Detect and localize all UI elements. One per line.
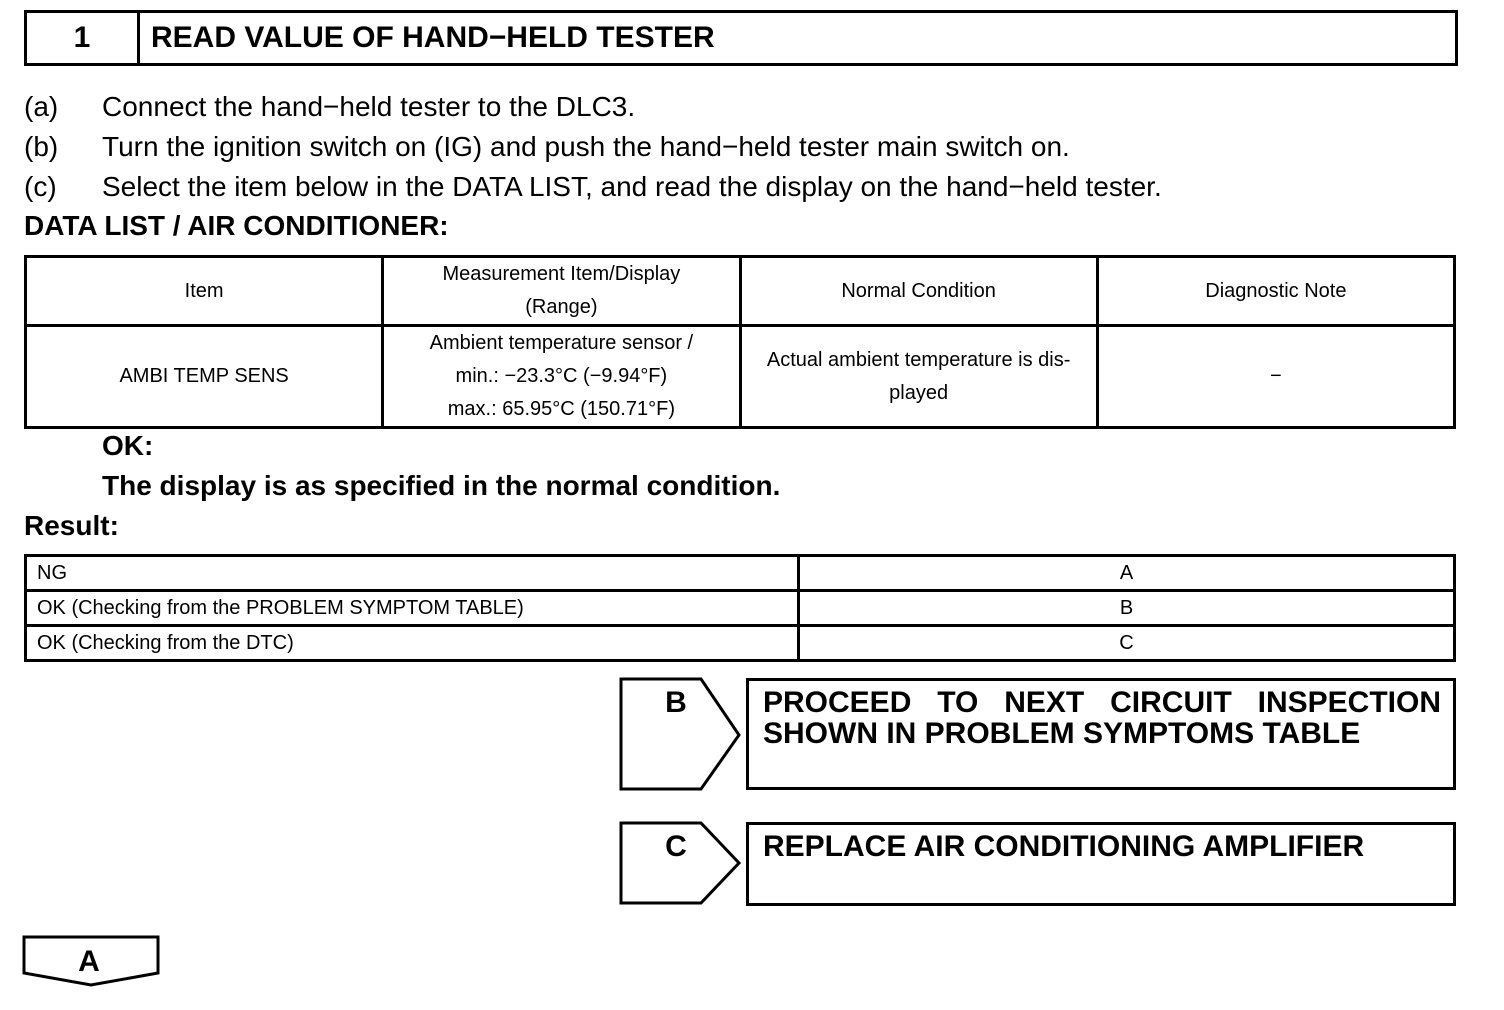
branch-b-letter: B — [665, 686, 687, 719]
step-title: READ VALUE OF HAND−HELD TESTER — [151, 21, 715, 54]
step-number: 1 — [27, 13, 140, 63]
normal-line: Actual ambient temperature is dis- — [766, 348, 1071, 371]
result-heading: Result: — [24, 510, 119, 541]
cell-normal-condition — [740, 326, 1097, 428]
next-a-letter: A — [78, 945, 100, 978]
ok-text: The display is as specified in the normal condition. — [102, 470, 781, 501]
instruction-letter: (c) — [24, 171, 57, 202]
table-row — [26, 556, 1455, 591]
branch-c-letter: C — [665, 830, 687, 863]
branch-c-action-box — [746, 822, 1456, 906]
data-list-heading: DATA LIST / AIR CONDITIONER: — [24, 210, 449, 241]
header-measurement-line2: (Range) — [525, 296, 598, 318]
table-row — [26, 591, 1455, 626]
instruction-text: Select the item below in the DATA LIST, and read the display on the hand−held tester. — [102, 171, 1162, 202]
result-table — [24, 554, 1456, 662]
measurement-line: Ambient temperature sensor / — [429, 332, 694, 354]
result-code: B — [799, 591, 1455, 626]
result-condition: NG — [26, 556, 799, 591]
normal-line: played — [889, 381, 949, 404]
step-header — [24, 10, 1458, 66]
header-item: Item — [26, 257, 383, 326]
action-line: SHOWN IN PROBLEM SYMPTOMS TABLE — [763, 717, 1361, 750]
header-normal-condition: Normal Condition — [740, 257, 1097, 326]
measurement-line: min.: −23.3°C (−9.94°F) — [455, 365, 668, 387]
instruction-b — [24, 127, 1070, 167]
action-line: PROCEED TO NEXT CIRCUIT INSPECTION — [763, 686, 1441, 719]
measurement-line: max.: 65.95°C (150.71°F) — [447, 398, 675, 420]
result-code: A — [799, 556, 1455, 591]
table-row — [26, 326, 1455, 428]
table-header-row — [26, 257, 1455, 326]
header-measurement — [383, 257, 740, 326]
header-measurement-line1: Measurement Item/Display — [442, 263, 681, 285]
branch-b-action-box — [746, 678, 1456, 790]
result-code: C — [799, 626, 1455, 661]
result-condition: OK (Checking from the DTC) — [26, 626, 799, 661]
instruction-letter: (a) — [24, 91, 59, 122]
table-row — [26, 626, 1455, 661]
header-diagnostic-note: Diagnostic Note — [1097, 257, 1454, 326]
cell-item: AMBI TEMP SENS — [26, 326, 383, 428]
cell-measurement — [383, 326, 740, 428]
action-line: REPLACE AIR CONDITIONING AMPLIFIER — [763, 830, 1365, 863]
instruction-text: Turn the ignition switch on (IG) and push the hand−held tester main switch on. — [102, 131, 1070, 162]
instruction-c — [24, 167, 1162, 207]
instruction-letter: (b) — [24, 131, 59, 162]
instruction-text: Connect the hand−held tester to the DLC3. — [102, 91, 636, 122]
instruction-a — [24, 87, 635, 127]
ok-label: OK: — [102, 430, 154, 461]
result-condition: OK (Checking from the PROBLEM SYMPTOM TABLE) — [26, 591, 799, 626]
cell-diagnostic-note: − — [1097, 326, 1454, 428]
data-list-table — [24, 255, 1456, 429]
